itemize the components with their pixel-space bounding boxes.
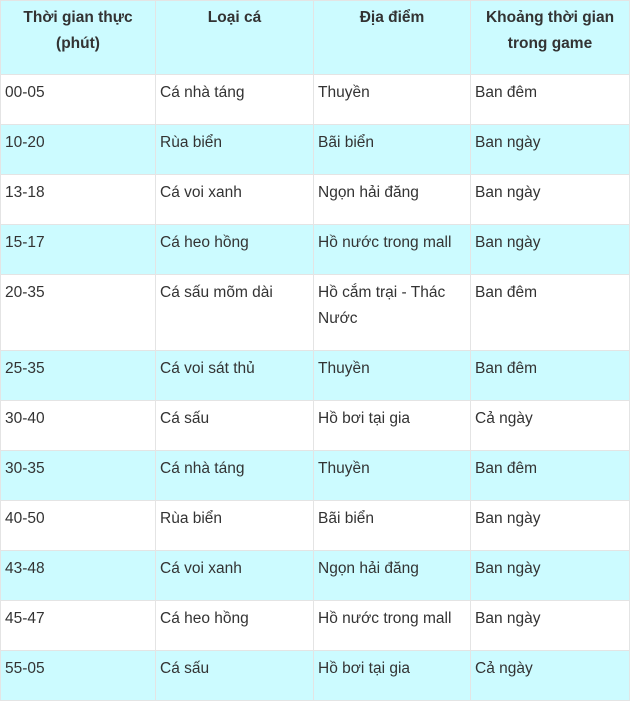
- cell-real-time: 40-50: [1, 501, 156, 551]
- cell-fish-type: Cá voi xanh: [156, 551, 314, 601]
- cell-game-time: Ban đêm: [471, 275, 630, 351]
- cell-game-time: Ban đêm: [471, 451, 630, 501]
- table-row: [1, 351, 630, 401]
- cell-location: Hồ cắm trại - Thác Nước: [314, 275, 471, 351]
- cell-location: Ngọn hải đăng: [314, 175, 471, 225]
- cell-real-time: 55-05: [1, 651, 156, 701]
- table-row: [1, 275, 630, 351]
- table-row: [1, 601, 630, 651]
- cell-fish-type: Cá sấu: [156, 401, 314, 451]
- table-row: [1, 501, 630, 551]
- cell-fish-type: Cá heo hồng: [156, 601, 314, 651]
- table-row: [1, 125, 630, 175]
- cell-real-time: 25-35: [1, 351, 156, 401]
- cell-location: Hồ nước trong mall: [314, 601, 471, 651]
- cell-location: Thuyền: [314, 75, 471, 125]
- table-row: [1, 451, 630, 501]
- cell-real-time: 43-48: [1, 551, 156, 601]
- cell-real-time: 45-47: [1, 601, 156, 651]
- cell-game-time: Ban ngày: [471, 175, 630, 225]
- cell-real-time: 10-20: [1, 125, 156, 175]
- header-real-time: Thời gian thực (phút): [1, 1, 156, 75]
- cell-game-time: Ban ngày: [471, 501, 630, 551]
- cell-game-time: Cả ngày: [471, 401, 630, 451]
- cell-game-time: Ban ngày: [471, 125, 630, 175]
- cell-real-time: 13-18: [1, 175, 156, 225]
- cell-fish-type: Cá voi xanh: [156, 175, 314, 225]
- table-row: [1, 225, 630, 275]
- cell-fish-type: Cá nhà táng: [156, 75, 314, 125]
- cell-fish-type: Cá sấu: [156, 651, 314, 701]
- cell-location: Ngọn hải đăng: [314, 551, 471, 601]
- cell-fish-type: Rùa biển: [156, 501, 314, 551]
- header-game-time: Khoảng thời gian trong game: [471, 1, 630, 75]
- cell-game-time: Ban ngày: [471, 225, 630, 275]
- cell-location: Thuyền: [314, 451, 471, 501]
- cell-game-time: Ban đêm: [471, 351, 630, 401]
- cell-real-time: 20-35: [1, 275, 156, 351]
- cell-game-time: Ban ngày: [471, 601, 630, 651]
- table-row: [1, 75, 630, 125]
- cell-fish-type: Cá sấu mõm dài: [156, 275, 314, 351]
- cell-game-time: Cả ngày: [471, 651, 630, 701]
- cell-real-time: 15-17: [1, 225, 156, 275]
- cell-location: Hồ nước trong mall: [314, 225, 471, 275]
- cell-real-time: 00-05: [1, 75, 156, 125]
- cell-location: Thuyền: [314, 351, 471, 401]
- table-header-row: [1, 1, 630, 75]
- cell-real-time: 30-35: [1, 451, 156, 501]
- cell-real-time: 30-40: [1, 401, 156, 451]
- cell-fish-type: Cá nhà táng: [156, 451, 314, 501]
- header-location: Địa điểm: [314, 1, 471, 75]
- table-row: [1, 175, 630, 225]
- table-row: [1, 551, 630, 601]
- cell-game-time: Ban ngày: [471, 551, 630, 601]
- table-row: [1, 401, 630, 451]
- cell-location: Hồ bơi tại gia: [314, 651, 471, 701]
- cell-game-time: Ban đêm: [471, 75, 630, 125]
- cell-fish-type: Cá voi sát thủ: [156, 351, 314, 401]
- cell-fish-type: Rùa biển: [156, 125, 314, 175]
- cell-location: Hồ bơi tại gia: [314, 401, 471, 451]
- cell-location: Bãi biển: [314, 501, 471, 551]
- cell-fish-type: Cá heo hồng: [156, 225, 314, 275]
- cell-location: Bãi biển: [314, 125, 471, 175]
- header-fish-type: Loại cá: [156, 1, 314, 75]
- table-row: [1, 651, 630, 701]
